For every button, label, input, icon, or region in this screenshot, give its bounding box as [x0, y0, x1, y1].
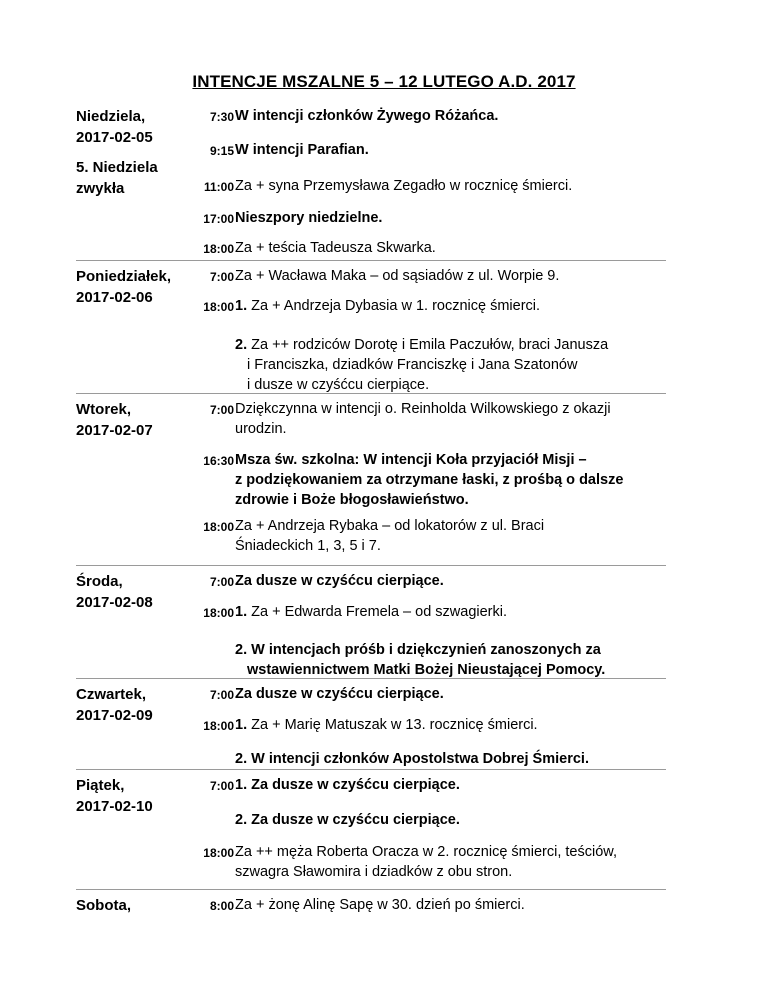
day-section: [76, 684, 666, 770]
mass-time: 18:00: [203, 846, 234, 860]
mass-time: 7:00: [209, 270, 234, 284]
day-section: [76, 399, 666, 566]
mass-time: 11:00: [203, 180, 234, 194]
intention-text: [235, 176, 665, 196]
day-label: [76, 106, 186, 199]
page-title: INTENCJE MSZALNE 5 – 12 LUTEGO A.D. 2017: [192, 72, 576, 91]
day-section: [76, 266, 666, 394]
intention-text: [235, 715, 665, 735]
day-label: [76, 399, 186, 441]
day-name-date: Piątek, 2017-02-10: [76, 777, 153, 815]
mass-time: 7:30: [209, 110, 234, 124]
intention-body: Za dusze w czyśćcu cierpiące.: [251, 812, 460, 828]
intention-text: [235, 571, 665, 591]
intention-body: W intencji członków Apostolstwa Dobrej Śmierci.: [251, 751, 589, 767]
intention-body: Msza św. szkolna: W intencji Koła przyjaciół Misji – z podziękowaniem za otrzymane łaski, z prośbą o dalsze zdrowie i Boże błogosławieństwo.: [235, 452, 624, 508]
mass-time: 7:00: [209, 403, 234, 417]
intention-text: [235, 749, 665, 769]
day-label: [76, 266, 186, 308]
day-section: [76, 571, 666, 679]
intention-number: 1.: [235, 604, 248, 620]
intention-number: 2.: [235, 812, 248, 828]
intention-text: [235, 516, 665, 556]
intention-text: [235, 640, 665, 680]
mass-time: 18:00: [203, 300, 234, 314]
day-section: [76, 106, 666, 261]
intention-number: 2.: [235, 751, 248, 767]
day-label: [76, 684, 186, 726]
day-name-date: Środa, 2017-02-08: [76, 573, 153, 611]
mass-time: 8:00: [209, 899, 234, 913]
intention-number: 1.: [235, 717, 248, 733]
intention-number: 1.: [235, 298, 248, 314]
intention-text: [235, 266, 665, 286]
intention-continuation: wstawiennictwem Matki Bożej Nieustającej Pomocy.: [247, 662, 606, 678]
intention-text: [235, 208, 665, 228]
intention-body: Za + żonę Alinę Sapę w 30. dzień po śmierci.: [235, 897, 525, 913]
intention-text: [235, 775, 665, 795]
day-name-date: Poniedziałek, 2017-02-06: [76, 268, 172, 306]
intention-body: Za ++ męża Roberta Oracza w 2. rocznicę śmierci, teściów, szwagra Sławomira i dziadków z obu stron.: [235, 844, 617, 880]
day-section: [76, 895, 666, 929]
intention-text: [235, 842, 665, 882]
intention-text: [235, 684, 665, 704]
intention-body: Za + teścia Tadeusza Skwarka.: [235, 240, 436, 256]
mass-time: 16:30: [203, 454, 234, 468]
intention-body: Dziękczynna w intencji o. Reinholda Wilkowskiego z okazji urodzin.: [235, 401, 611, 437]
mass-time: 7:00: [209, 575, 234, 589]
intention-body: Za dusze w czyśćcu cierpiące.: [235, 686, 444, 702]
intention-text: [235, 140, 665, 160]
mass-time: 18:00: [203, 520, 234, 534]
intention-body: Za + Wacława Maka – od sąsiadów z ul. Worpie 9.: [235, 268, 560, 284]
intention-body: Za + Andrzeja Rybaka – od lokatorów z ul. Braci Śniadeckich 1, 3, 5 i 7.: [235, 518, 545, 554]
intention-body: Za + Marię Matuszak w 13. rocznicę śmierci.: [251, 717, 538, 733]
intention-text: [235, 296, 665, 316]
intention-number: 2.: [235, 642, 248, 658]
intention-body: Za dusze w czyśćcu cierpiące.: [251, 777, 460, 793]
day-section: [76, 775, 666, 890]
intention-body: Za + syna Przemysława Zegadło w rocznicę śmierci.: [235, 178, 573, 194]
intention-text: [235, 399, 665, 439]
day-name-date: Wtorek, 2017-02-07: [76, 401, 153, 439]
intention-body: Za dusze w czyśćcu cierpiące.: [235, 573, 444, 589]
day-label: [76, 895, 186, 916]
day-name-date: Czwartek, 2017-02-09: [76, 686, 153, 724]
intention-number: 1.: [235, 777, 248, 793]
intention-continuation: i Franciszka, dziadków Franciszkę i Jana Szatonów i dusze w czyśćcu cierpiące.: [247, 357, 578, 393]
day-label: [76, 571, 186, 613]
intention-body: Za ++ rodziców Dorotę i Emila Paczułów, braci Janusza: [251, 337, 609, 353]
intention-text: [235, 106, 665, 126]
mass-time: 17:00: [203, 212, 234, 226]
intention-text: [235, 895, 665, 915]
mass-time: 18:00: [203, 242, 234, 256]
day-liturgical-title: 5. Niedziela zwykła: [76, 159, 158, 197]
day-name-date: Niedziela, 2017-02-05: [76, 108, 153, 146]
intention-body: Za + Edwarda Fremela – od szwagierki.: [251, 604, 507, 620]
intention-number: 2.: [235, 337, 248, 353]
day-name-date: Sobota,: [76, 897, 131, 914]
day-label: [76, 775, 186, 817]
intention-body: Nieszpory niedzielne.: [235, 210, 383, 226]
intention-text: [235, 238, 665, 258]
intention-text: [235, 335, 665, 395]
intention-text: [235, 810, 665, 830]
intention-body: W intencji członków Żywego Różańca.: [235, 108, 499, 124]
mass-time: 9:15: [209, 144, 234, 158]
mass-time: 7:00: [209, 779, 234, 793]
intention-body: W intencjach próśb i dziękczynień zanoszonych za: [251, 642, 601, 658]
intention-text: [235, 602, 665, 622]
mass-time: 18:00: [203, 719, 234, 733]
intention-body: Za + Andrzeja Dybasia w 1. rocznicę śmierci.: [251, 298, 541, 314]
mass-time: 18:00: [203, 606, 234, 620]
intention-text: [235, 450, 665, 510]
mass-time: 7:00: [209, 688, 234, 702]
intention-body: W intencji Parafian.: [235, 142, 369, 158]
